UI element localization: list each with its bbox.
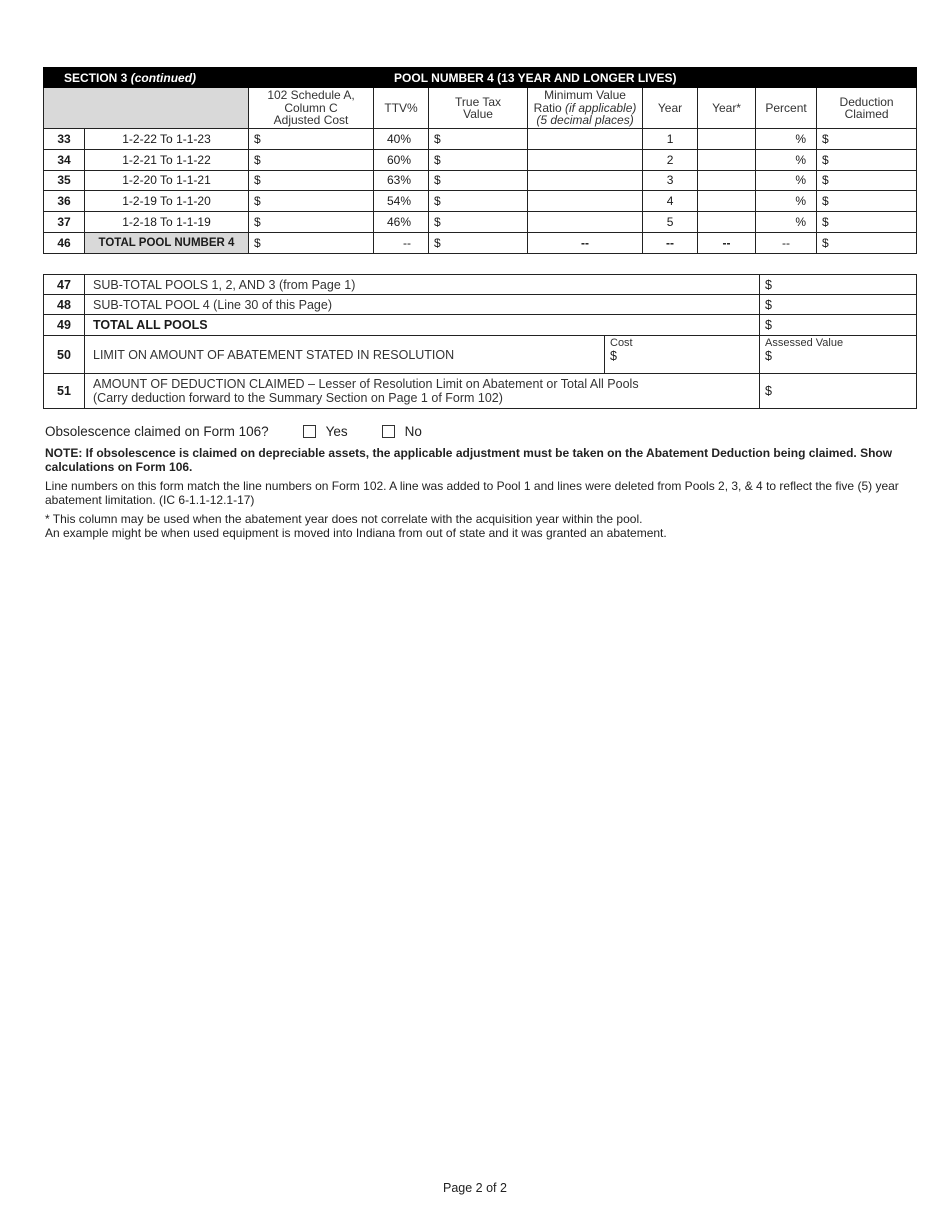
min-value-ratio-field[interactable]: [528, 170, 643, 191]
min-value-ratio-field[interactable]: [528, 149, 643, 170]
deduction-field[interactable]: $: [817, 170, 917, 191]
year-star-field[interactable]: [698, 191, 756, 212]
year-star-field[interactable]: [698, 149, 756, 170]
table-row: [44, 212, 917, 233]
period: 1-2-22 To 1-1-23: [85, 129, 249, 150]
true-tax-value-field[interactable]: $: [429, 191, 528, 212]
period: 1-2-19 To 1-1-20: [85, 191, 249, 212]
subtotal-value-field[interactable]: $: [760, 295, 917, 315]
total-deduction-field[interactable]: $: [817, 232, 917, 253]
year-value: 2: [643, 149, 698, 170]
subtotal-row: [44, 275, 917, 295]
cost-value: $: [610, 349, 617, 363]
year-value: 4: [643, 191, 698, 212]
deduction-field[interactable]: $: [817, 212, 917, 233]
assessed-value-field[interactable]: [760, 336, 917, 374]
subtotal-label: SUB-TOTAL POOLS 1, 2, AND 3 (from Page 1): [85, 275, 760, 295]
total-ttv: --: [374, 232, 429, 253]
ttv-percent: 63%: [374, 170, 429, 191]
pool-4-table: [43, 67, 917, 254]
total-year-star: --: [698, 232, 756, 253]
line-number: 51: [44, 374, 85, 409]
limit-label: LIMIT ON AMOUNT OF ABATEMENT STATED IN RESOLUTION: [85, 336, 605, 374]
line-number: 36: [44, 191, 85, 212]
cost-field[interactable]: [605, 336, 760, 374]
percent-field[interactable]: %: [756, 212, 817, 233]
deduction-field[interactable]: $: [817, 149, 917, 170]
table-row: [44, 129, 917, 150]
adjusted-cost-field[interactable]: $: [249, 170, 374, 191]
min-value-ratio-field[interactable]: [528, 212, 643, 233]
percent-field[interactable]: %: [756, 170, 817, 191]
col-adjusted-cost: 102 Schedule A, Column C Adjusted Cost: [249, 88, 374, 129]
total-true-tax-value-field[interactable]: $: [429, 232, 528, 253]
section-label: SECTION 3: [64, 70, 128, 85]
period: 1-2-21 To 1-1-22: [85, 149, 249, 170]
ttv-percent: 46%: [374, 212, 429, 233]
line-number: 37: [44, 212, 85, 233]
subtotals-table: [43, 274, 917, 409]
subtotal-value-field[interactable]: $: [760, 275, 917, 295]
col-deduction-claimed: Deduction Claimed: [817, 88, 917, 129]
year-value: 5: [643, 212, 698, 233]
total-pool-label: TOTAL POOL NUMBER 4: [85, 232, 249, 253]
min-value-ratio-field[interactable]: [528, 129, 643, 150]
adjusted-cost-field[interactable]: $: [249, 191, 374, 212]
total-row: [44, 232, 917, 253]
true-tax-value-field[interactable]: $: [429, 149, 528, 170]
limit-row: [44, 336, 917, 374]
line-number: 50: [44, 336, 85, 374]
period: 1-2-20 To 1-1-21: [85, 170, 249, 191]
true-tax-value-field[interactable]: $: [429, 129, 528, 150]
notes: [45, 446, 925, 545]
year-value: 1: [643, 129, 698, 150]
no-label: No: [404, 424, 422, 439]
deduction-row: [44, 374, 917, 409]
line-number: 48: [44, 295, 85, 315]
deduction-claimed-field[interactable]: $: [760, 374, 917, 409]
subtotal-label: TOTAL ALL POOLS: [85, 315, 760, 336]
true-tax-value-field[interactable]: $: [429, 170, 528, 191]
line-number: 46: [44, 232, 85, 253]
line-number: 33: [44, 129, 85, 150]
deduction-label: AMOUNT OF DEDUCTION CLAIMED – Lesser of Resolution Limit on Abatement or Total All Pools (Carry deduction forward to the Summary Section on Page 1 of Form 102): [85, 374, 760, 409]
no-checkbox[interactable]: [382, 425, 395, 438]
col-year-star: Year*: [698, 88, 756, 129]
percent-field[interactable]: %: [756, 191, 817, 212]
line-numbers-note: Line numbers on this form match the line numbers on Form 102. A line was added to Pool 1 and lines were deleted from Pools 2, 3, & 4 to reflect the five (5) year abatement limitation. (IC 6-1.1-12.1-17): [45, 479, 899, 507]
total-min-value: --: [528, 232, 643, 253]
footnote-1: * This column may be used when the abatement year does not correlate with the acquisition year within the pool.: [45, 512, 643, 526]
adjusted-cost-field[interactable]: $: [249, 212, 374, 233]
col-true-tax-value: True Tax Value: [429, 88, 528, 129]
footnote-2: An example might be when used equipment is moved into Indiana from out of state and it was granted an abatement.: [45, 526, 667, 540]
true-tax-value-field[interactable]: $: [429, 212, 528, 233]
col-ttv: TTV%: [374, 88, 429, 129]
deduction-field[interactable]: $: [817, 129, 917, 150]
line-number: 47: [44, 275, 85, 295]
year-star-field[interactable]: [698, 212, 756, 233]
obsolescence-question: [45, 424, 422, 439]
obsolescence-note: NOTE: If obsolescence is claimed on depreciable assets, the applicable adjustment must be taken on the Abatement Deduction being claimed. Show calculations on Form 106.: [45, 446, 893, 474]
assessed-value-value: $: [765, 349, 772, 363]
yes-label: Yes: [325, 424, 348, 439]
total-percent: --: [756, 232, 817, 253]
page-number: Page 2 of 2: [443, 1181, 507, 1195]
subtotal-value-field[interactable]: $: [760, 315, 917, 336]
percent-field[interactable]: %: [756, 149, 817, 170]
table-row: [44, 170, 917, 191]
subtotal-label: SUB-TOTAL POOL 4 (Line 30 of this Page): [85, 295, 760, 315]
table-row: [44, 191, 917, 212]
year-value: 3: [643, 170, 698, 191]
column-headers: [44, 88, 917, 129]
section-continued: (continued): [130, 70, 197, 85]
line-number: 34: [44, 149, 85, 170]
year-star-field[interactable]: [698, 129, 756, 150]
total-adjusted-cost-field[interactable]: $: [249, 232, 374, 253]
subtotal-row: [44, 295, 917, 315]
subtotal-row: [44, 315, 917, 336]
table-row: [44, 149, 917, 170]
col-min-value-ratio: Minimum Value Ratio (if applicable) (5 decimal places): [528, 88, 643, 129]
ttv-percent: 40%: [374, 129, 429, 150]
col-year: Year: [643, 88, 698, 129]
deduction-field[interactable]: $: [817, 191, 917, 212]
assessed-value-label: Assessed Value: [765, 337, 844, 349]
line-number: 49: [44, 315, 85, 336]
col-percent: Percent: [756, 88, 817, 129]
obsolescence-label: Obsolescence claimed on Form 106?: [45, 424, 269, 439]
yes-checkbox[interactable]: [303, 425, 316, 438]
total-year: --: [643, 232, 698, 253]
min-value-ratio-field[interactable]: [528, 191, 643, 212]
adjusted-cost-field[interactable]: $: [249, 129, 374, 150]
adjusted-cost-field[interactable]: $: [249, 149, 374, 170]
year-star-field[interactable]: [698, 170, 756, 191]
section-header: [44, 68, 917, 88]
pool-title: POOL NUMBER 4 (13 YEAR AND LONGER LIVES): [394, 70, 677, 85]
percent-field[interactable]: %: [756, 129, 817, 150]
ttv-percent: 60%: [374, 149, 429, 170]
cost-label: Cost: [610, 337, 633, 349]
header-blank: [44, 88, 249, 129]
period: 1-2-18 To 1-1-19: [85, 212, 249, 233]
line-number: 35: [44, 170, 85, 191]
ttv-percent: 54%: [374, 191, 429, 212]
